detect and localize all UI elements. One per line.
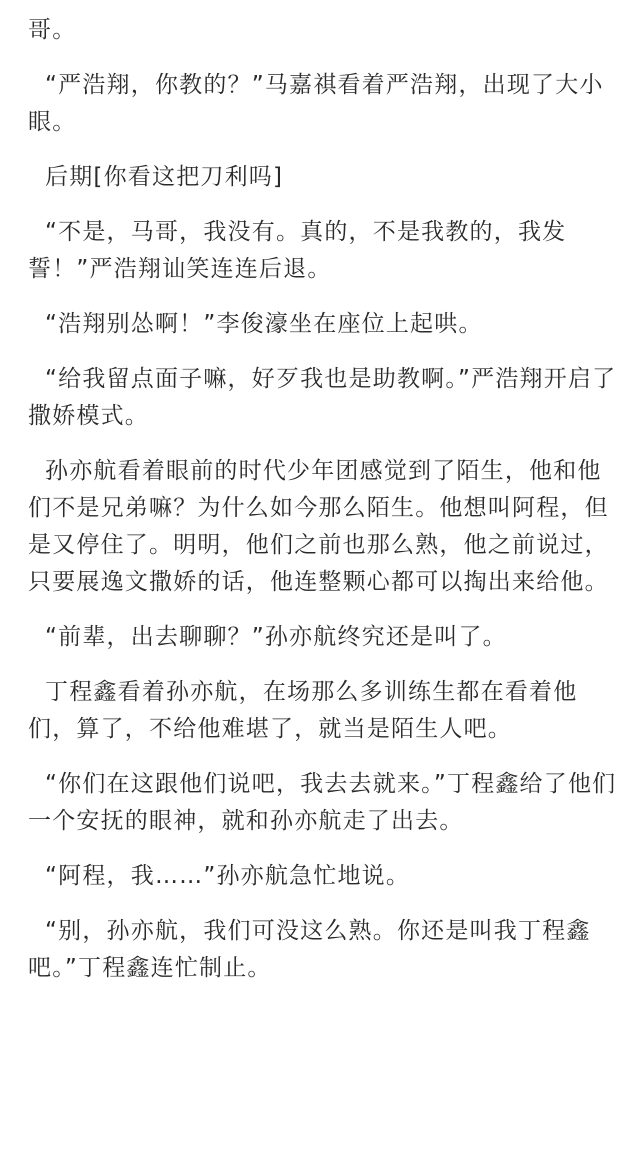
- paragraph: “浩翔别怂啊！”李俊濠坐在座位上起哄。: [28, 311, 483, 337]
- paragraph: 孙亦航看着眼前的时代少年团感觉到了陌生，他和他们不是兄弟嘛？为什么如今那么陌生。他想叫阿程，但是又停住了。明明，他们之前也那么熟，他之前说过，只要展逸文撒娇的话，他连整颗心都可以掏出来给他。: [28, 458, 609, 595]
- paragraph: “不是，马哥，我没有。真的，不是我教的，我发誓！”严浩翔讪笑连连后退。: [28, 219, 567, 282]
- paragraph: “你们在这跟他们说吧，我去去就来。”丁程鑫给了他们一个安抚的眼神，就和孙亦航走了出去。: [28, 771, 617, 834]
- paragraph: 哥。: [28, 17, 77, 43]
- paragraph: 后期[你看这把刀利吗]: [28, 164, 284, 190]
- paragraph: “给我留点面子嘛，好歹我也是助教啊。”严浩翔开启了撒娇模式。: [28, 366, 617, 429]
- paragraph: “阿程，我……”孙亦航急忙地说。: [28, 863, 411, 889]
- paragraph: “严浩翔，你教的？”马嘉祺看着严浩翔，出现了大小眼。: [28, 72, 604, 135]
- paragraph: “别，孙亦航，我们可没这么熟。你还是叫我丁程鑫吧。”丁程鑫连忙制止。: [28, 918, 591, 981]
- paragraph: “前辈，出去聊聊？”孙亦航终究还是叫了。: [28, 624, 507, 650]
- paragraph: 丁程鑫看着孙亦航，在场那么多训练生都在看着他们，算了，不给他难堪了，就当是陌生人吧。: [28, 679, 578, 742]
